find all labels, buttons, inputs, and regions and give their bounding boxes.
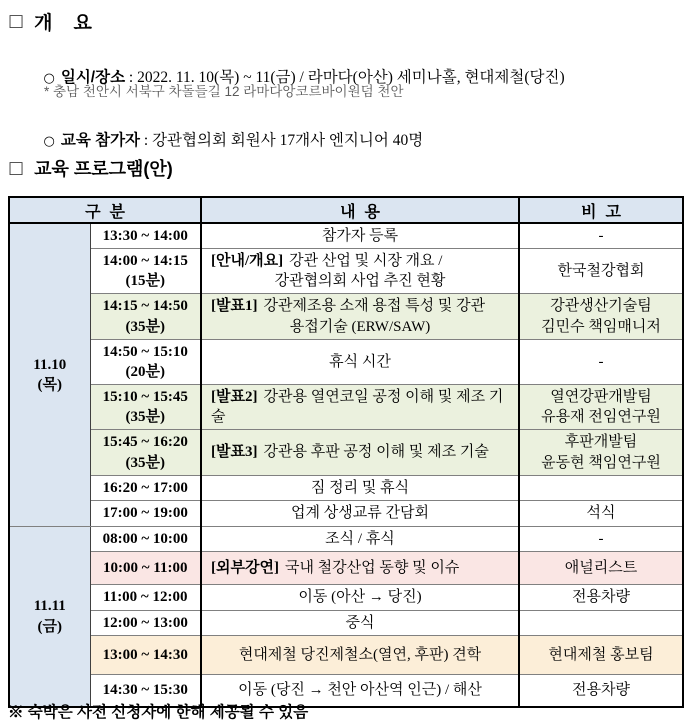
content-cell: [발표2] 강관용 열연코일 공정 이해 및 제조 기술 <box>201 385 519 430</box>
session-tag: [안내/개요] <box>211 252 284 269</box>
lodging-footnote: ※ 숙박은 사전 신청자에 한해 제공될 수 있음 <box>8 704 309 721</box>
remark-cell: 열연강판개발팀 유용재 전임연구원 <box>519 385 683 430</box>
table-row <box>9 249 683 294</box>
content-cell: 짐 정리 및 휴식 <box>201 476 519 501</box>
overview-heading-label: 개 요 <box>34 13 92 34</box>
program-heading-label: 교육 프로그램(안) <box>34 159 173 179</box>
time-cell: 12:00 ~ 13:00 <box>90 611 201 636</box>
table-header-row <box>9 197 683 223</box>
column-header-remarks: 비 고 <box>519 197 683 223</box>
remark-cell <box>519 611 683 636</box>
content-cell: 조식 / 휴식 <box>201 527 519 552</box>
table-row <box>9 476 683 501</box>
square-bullet-icon: □ <box>8 157 25 178</box>
time-cell: 14:15 ~ 14:50 (35분) <box>90 294 201 340</box>
remark-cell: 강관생산기술팀 김민수 책임매니저 <box>519 294 683 340</box>
content-cell: [외부강연] 국내 철강산업 동향 및 이슈 <box>201 552 519 585</box>
remark-cell: - <box>519 527 683 552</box>
time-cell: 14:00 ~ 14:15 (15분) <box>90 249 201 294</box>
table-row <box>9 611 683 636</box>
content-cell: 휴식 시간 <box>201 340 519 385</box>
content-cell: 업계 상생교류 간담회 <box>201 501 519 527</box>
time-cell: 13:30 ~ 14:00 <box>90 223 201 249</box>
table-row <box>9 585 683 611</box>
overview-heading <box>8 8 92 35</box>
circle-bullet-icon: ○ <box>43 134 55 149</box>
date-venue-label: 일시/장소 <box>60 69 126 86</box>
day-group-label: 11.11 (금) <box>9 527 90 708</box>
remark-cell: - <box>519 340 683 385</box>
address-subnote: * 충남 천안시 서북구 차돌들길 12 라마다앙코르바이원덤 천안 <box>44 84 404 99</box>
content-cell: 참가자 등록 <box>201 223 519 249</box>
content-cell: [발표3] 강관용 후판 공정 이해 및 제조 기술 <box>201 430 519 476</box>
content-cell: [안내/개요] 강관 산업 및 시장 개요 / 강관협의회 사업 추진 현황 <box>201 249 519 294</box>
remark-cell: 전용차량 <box>519 675 683 708</box>
time-cell: 14:30 ~ 15:30 <box>90 675 201 708</box>
square-bullet-icon: □ <box>8 11 25 31</box>
column-header-category: 구 분 <box>9 197 201 223</box>
content-cell: 이동 (당진 → 천안 아산역 인근) / 해산 <box>201 675 519 708</box>
table-row <box>9 340 683 385</box>
circle-bullet-icon: ○ <box>43 71 55 86</box>
table-row <box>9 552 683 585</box>
participants-value: : 강관협의회 회원사 17개사 엔지니어 40명 <box>140 132 424 149</box>
session-tag: [발표1] <box>211 298 258 315</box>
table-row <box>9 501 683 527</box>
table-row <box>9 223 683 249</box>
session-tag: [발표2] <box>211 388 258 405</box>
remark-cell: 한국철강협회 <box>519 249 683 294</box>
time-cell: 08:00 ~ 10:00 <box>90 527 201 552</box>
time-cell: 13:00 ~ 14:30 <box>90 636 201 675</box>
time-cell: 15:10 ~ 15:45 (35분) <box>90 385 201 430</box>
time-cell: 11:00 ~ 12:00 <box>90 585 201 611</box>
session-tag: [외부강연] <box>211 559 279 576</box>
time-cell: 17:00 ~ 19:00 <box>90 501 201 527</box>
table-row <box>9 636 683 675</box>
column-header-content: 내 용 <box>201 197 519 223</box>
table-row <box>9 527 683 552</box>
date-venue-value: : 2022. 11. 10(목) ~ 11(금) / 라마다(아산) 세미나홀, 현대제철(당진) <box>125 69 565 86</box>
content-cell: 현대제철 당진제철소(열연, 후판) 견학 <box>201 636 519 675</box>
remark-cell: 애널리스트 <box>519 552 683 585</box>
time-cell: 14:50 ~ 15:10 (20분) <box>90 340 201 385</box>
session-tag: [발표3] <box>211 444 258 461</box>
table-row <box>9 385 683 430</box>
time-cell: 15:45 ~ 16:20 (35분) <box>90 430 201 476</box>
table-row <box>9 294 683 340</box>
content-cell: 중식 <box>201 611 519 636</box>
schedule-body <box>9 223 683 707</box>
content-cell: [발표1] 강관제조용 소재 용접 특성 및 강관 용접기술 (ERW/SAW) <box>201 294 519 340</box>
day-group-label: 11.10 (목) <box>9 223 90 527</box>
remark-cell: 후판개발팀 윤동현 책임연구원 <box>519 430 683 476</box>
schedule-table <box>8 196 684 708</box>
remark-cell <box>519 476 683 501</box>
remark-cell: 현대제철 홍보팀 <box>519 636 683 675</box>
participants-label: 교육 참가자 <box>60 132 141 149</box>
time-cell: 16:20 ~ 17:00 <box>90 476 201 501</box>
program-heading <box>8 155 173 181</box>
content-cell: 이동 (아산 → 당진) <box>201 585 519 611</box>
remark-cell: 전용차량 <box>519 585 683 611</box>
remark-cell: 석식 <box>519 501 683 527</box>
remark-cell: - <box>519 223 683 249</box>
time-cell: 10:00 ~ 11:00 <box>90 552 201 585</box>
table-row <box>9 430 683 476</box>
